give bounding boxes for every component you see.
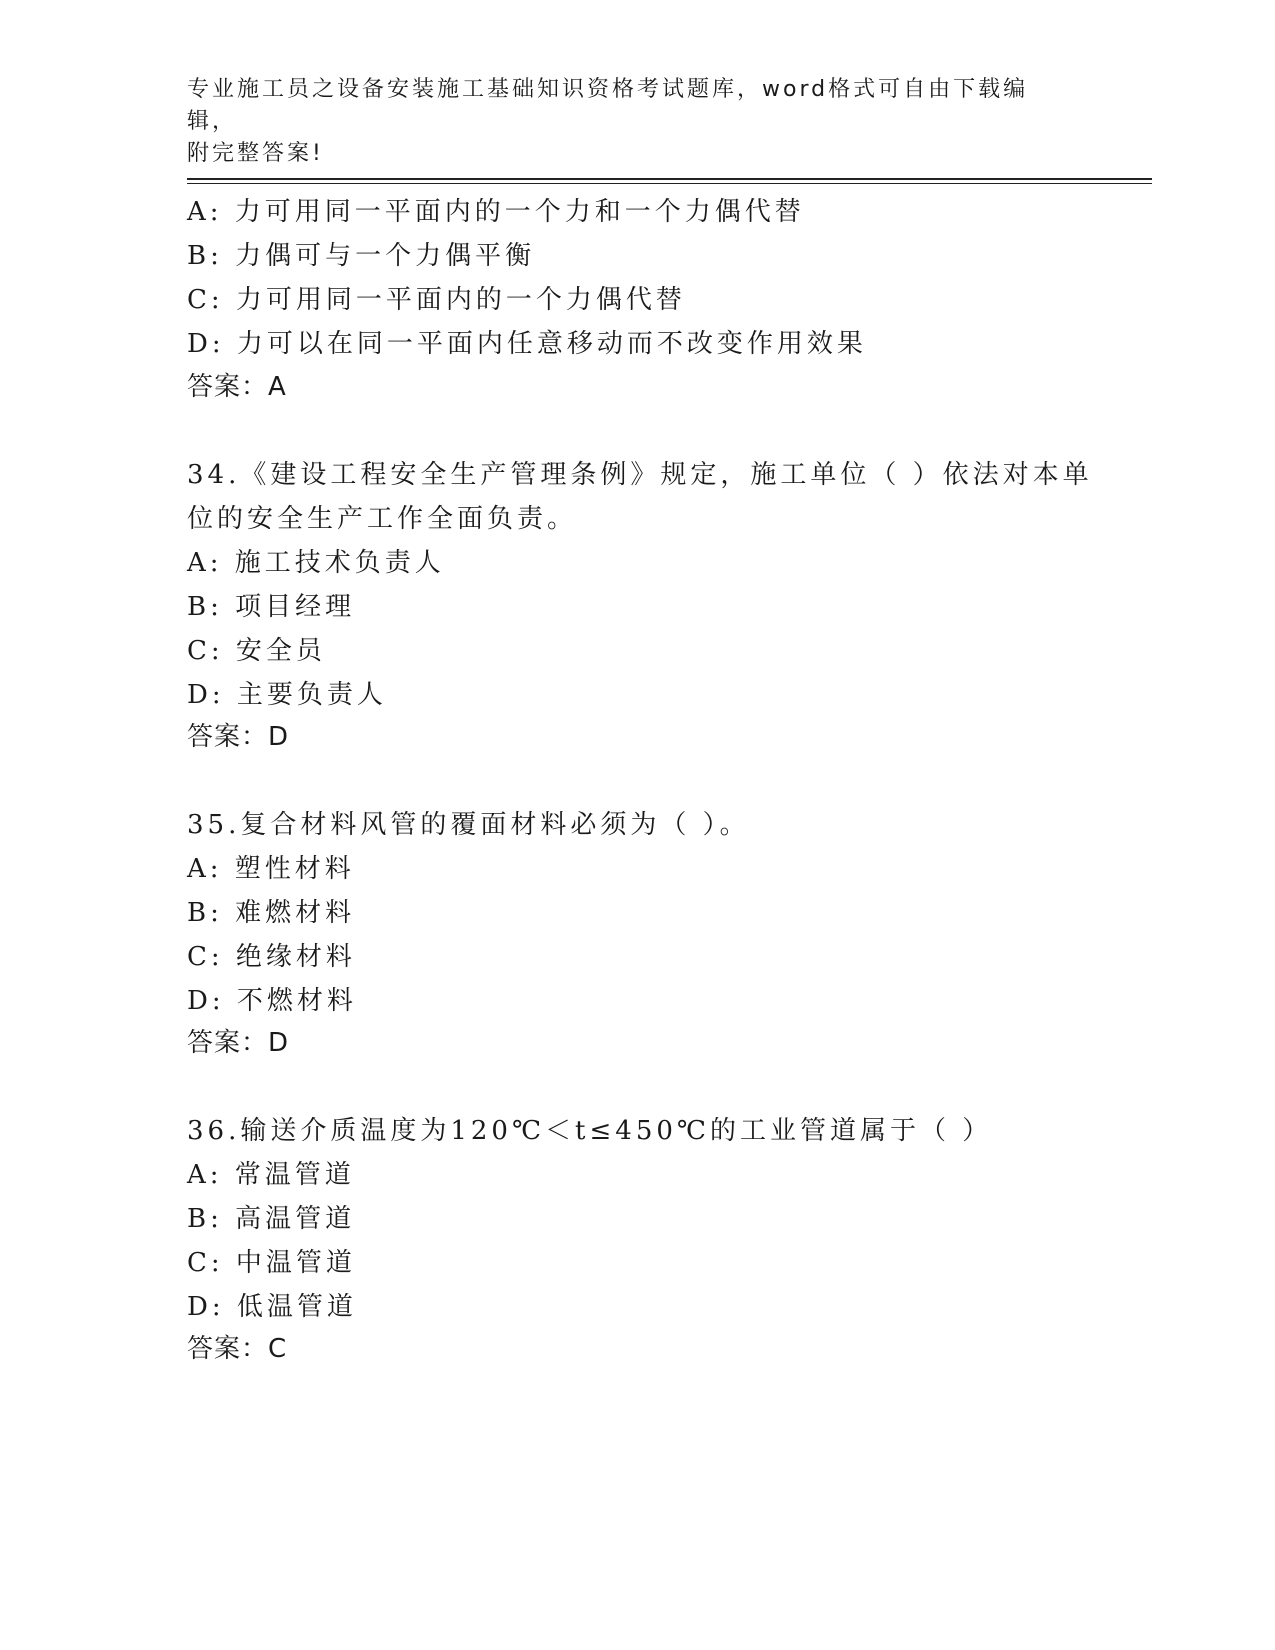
header-line-2: 附完整答案! xyxy=(187,141,324,166)
q34-option-a: A: 施工技术负责人 xyxy=(187,548,445,578)
q35-option-c: C: 绝缘材料 xyxy=(187,942,356,972)
q33-option-d: D: 力可以在同一平面内任意移动而不改变作用效果 xyxy=(187,329,867,359)
q36-option-d: D: 低温管道 xyxy=(187,1292,357,1322)
q33-option-b: B: 力偶可与一个力偶平衡 xyxy=(187,241,536,271)
q33-option-a: A: 力可用同一平面内的一个力和一个力偶代替 xyxy=(187,197,805,227)
header-line-1: 专业施工员之设备安装施工基础知识资格考试题库，word格式可自由下载编辑， xyxy=(187,77,1029,134)
q35-option-d: D: 不燃材料 xyxy=(187,986,357,1016)
q35-option-a: A: 塑性材料 xyxy=(187,854,355,884)
q33-answer: 答案：A xyxy=(187,372,287,402)
q35-option-b: B: 难燃材料 xyxy=(187,898,356,928)
header-divider-thin xyxy=(187,183,1152,184)
q34-stem-line-2: 位的安全生产工作全面负责。 xyxy=(187,504,578,534)
q33-option-c: C: 力可用同一平面内的一个力偶代替 xyxy=(187,285,686,315)
q36-answer: 答案：C xyxy=(187,1334,288,1364)
header-divider xyxy=(187,178,1152,180)
q34-option-c: C: 安全员 xyxy=(187,636,326,666)
q34-answer: 答案：D xyxy=(187,722,290,752)
q36-option-c: C: 中温管道 xyxy=(187,1248,356,1278)
q34-stem-line-1: 34.《建设工程安全生产管理条例》规定，施工单位（ ）依法对本单 xyxy=(187,460,1093,490)
q35-answer: 答案：D xyxy=(187,1028,290,1058)
q34-option-d: D: 主要负责人 xyxy=(187,680,387,710)
q36-option-a: A: 常温管道 xyxy=(187,1160,355,1190)
q36-option-b: B: 高温管道 xyxy=(187,1204,356,1234)
q35-stem: 35.复合材料风管的覆面材料必须为（ ）。 xyxy=(187,810,750,840)
document-header xyxy=(187,74,1067,170)
q36-stem: 36.输送介质温度为120℃＜t≤450℃的工业管道属于（ ） xyxy=(187,1116,993,1146)
q34-option-b: B: 项目经理 xyxy=(187,592,356,622)
